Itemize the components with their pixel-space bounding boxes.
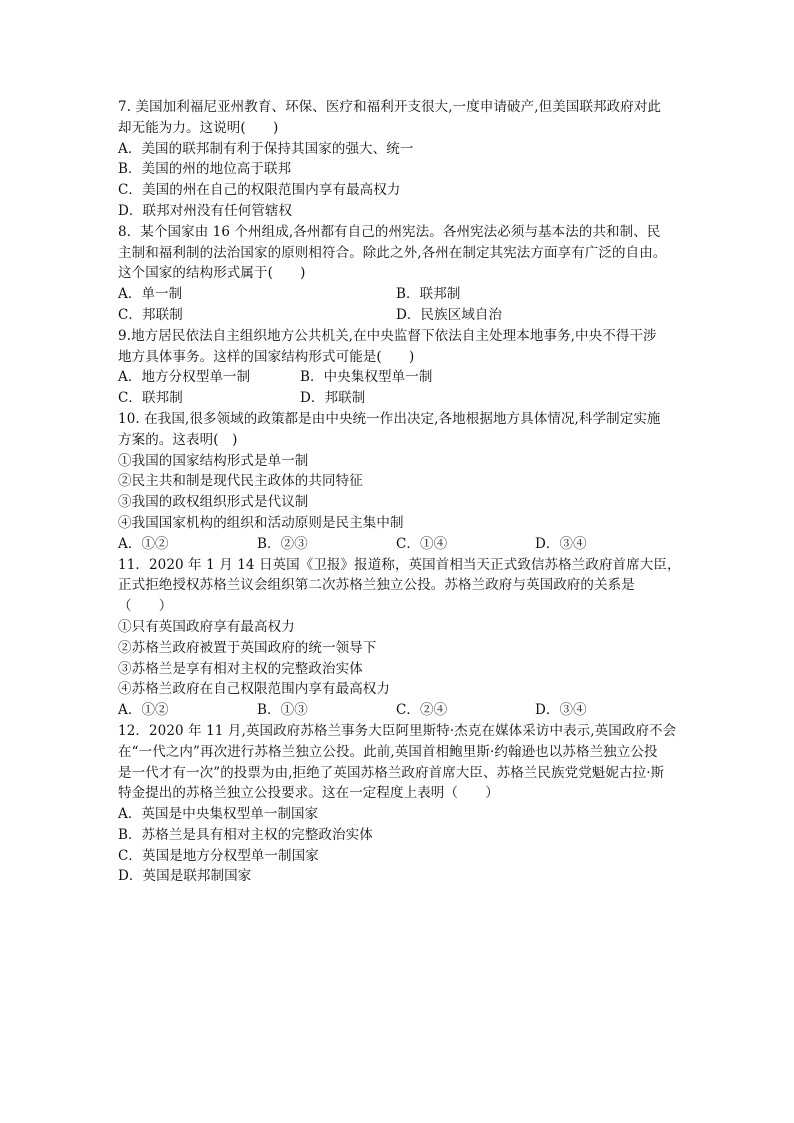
- question-stem-line: 主制和福利制的法治国家的原则相符合。除此之外,各州在制定其宪法方面享有广泛的自由。: [118, 244, 667, 261]
- option-b: B．中央集权型单一制: [300, 369, 433, 386]
- option-a: A．地方分权型单一制: [118, 369, 251, 386]
- option-d: D．邦联制: [300, 390, 366, 407]
- statement-4: ④我国国家机构的组织和活动原则是民主集中制: [118, 514, 404, 531]
- question-stem-line: 这个国家的结构形式属于( ): [118, 265, 306, 282]
- question-stem-line: 方案的。这表明( ): [118, 431, 238, 448]
- question-10: [118, 409, 678, 555]
- option-d: D．英国是联邦制国家: [118, 868, 252, 885]
- question-stem-line: 在“一代之内”再次进行苏格兰独立公投。此前,英国首相鲍里斯·约翰逊也以苏格兰独立公投: [118, 743, 658, 760]
- question-stem-line: （ ）: [118, 598, 173, 615]
- options-row: [118, 367, 678, 388]
- option-d: D．③④: [535, 702, 587, 719]
- statement-3: ③我国的政权组织形式是代议制: [118, 494, 309, 511]
- question-11: [118, 555, 681, 721]
- question-stem-line: 10. 在我国,很多领域的政策都是由中央统一作出决定,各地根据地方具体情况,科学制定实施: [118, 410, 661, 427]
- question-7: [118, 97, 678, 222]
- option-c: C．英国是地方分权型单一制国家: [118, 847, 319, 864]
- question-stem-line: 9.地方居民依法自主组织地方公共机关,在中央监督下依法自主处理本地事务,中央不得干涉: [118, 327, 657, 344]
- question-stem-line: 8．某个国家由 16 个州组成,各州都有自己的州宪法。各州宪法必须与基本法的共和制、民: [118, 223, 661, 240]
- option-b: B．②③: [257, 535, 308, 552]
- question-stem-line: 11．2020 年 1 月 14 日英国《卫报》报道称，英国首相当天正式致信苏格兰政府首席大臣，: [118, 556, 681, 573]
- statement-4: ④苏格兰政府在自己权限范围内享有最高权力: [118, 681, 390, 698]
- question-stem-line: 正式拒绝授权苏格兰议会组织第二次苏格兰独立公投。苏格兰政府与英国政府的关系是: [118, 577, 635, 594]
- option-b: B．美国的州的地位高于联邦: [118, 161, 292, 178]
- statement-2: ②苏格兰政府被置于英国政府的统一领导下: [118, 639, 377, 656]
- option-c: C．①④: [396, 535, 448, 552]
- options-row: [118, 700, 678, 721]
- option-b: B．①③: [257, 702, 308, 719]
- statement-1: ①我国的国家结构形式是单一制: [118, 452, 309, 469]
- option-b: B．苏格兰是具有相对主权的完整政治实体: [118, 826, 373, 843]
- option-a: A．英国是中央集权型单一制国家: [118, 806, 319, 823]
- options-row: [118, 284, 678, 305]
- question-stem-line: 是一代才有一次”的投票为由,拒绝了英国苏格兰政府首席大臣、苏格兰民族党党魁妮古拉·斯: [118, 764, 665, 781]
- statement-2: ②民主共和制是现代民主政体的共同特征: [118, 473, 363, 490]
- option-d: D．民族区域自治: [396, 306, 503, 323]
- question-12: [118, 721, 678, 887]
- option-d: D．联邦对州没有任何管辖权: [118, 202, 293, 219]
- question-9: [118, 326, 678, 409]
- option-a: A．美国的联邦制有利于保持其国家的强大、统一: [118, 140, 414, 157]
- option-c: C．邦联制: [118, 306, 183, 323]
- option-c: C．②④: [396, 702, 448, 719]
- option-a: A．①②: [118, 535, 169, 552]
- statement-1: ①只有英国政府享有最高权力: [118, 618, 295, 635]
- question-8: [118, 222, 678, 326]
- question-stem-line: 特金提出的苏格兰独立公投要求。这在一定程度上表明（ ）: [118, 785, 499, 802]
- option-c: C．美国的州在自己的权限范围内享有最高权力: [118, 182, 401, 199]
- exam-page: [118, 97, 681, 887]
- option-c: C．联邦制: [118, 390, 183, 407]
- options-row: [118, 388, 678, 409]
- question-stem-line: 地方具体事务。这样的国家结构形式可能是( ): [118, 348, 415, 365]
- question-stem-line: 7. 美国加利福尼亚州教育、环保、医疗和福利开支很大,一度申请破产,但美国联邦政府对此: [118, 99, 662, 115]
- question-stem-line: 12．2020 年 11 月,英国政府苏格兰事务大臣阿里斯特·杰克在媒体采访中表示,英国政府不会: [118, 722, 677, 739]
- statement-3: ③苏格兰是享有相对主权的完整政治实体: [118, 660, 363, 677]
- option-a: A．单一制: [118, 286, 183, 303]
- options-row: [118, 534, 678, 555]
- option-b: B．联邦制: [396, 286, 461, 303]
- options-row: [118, 305, 678, 326]
- option-a: A．①②: [118, 702, 169, 719]
- option-d: D．③④: [535, 535, 587, 552]
- question-stem-line: 却无能为力。这说明( ): [118, 119, 279, 136]
